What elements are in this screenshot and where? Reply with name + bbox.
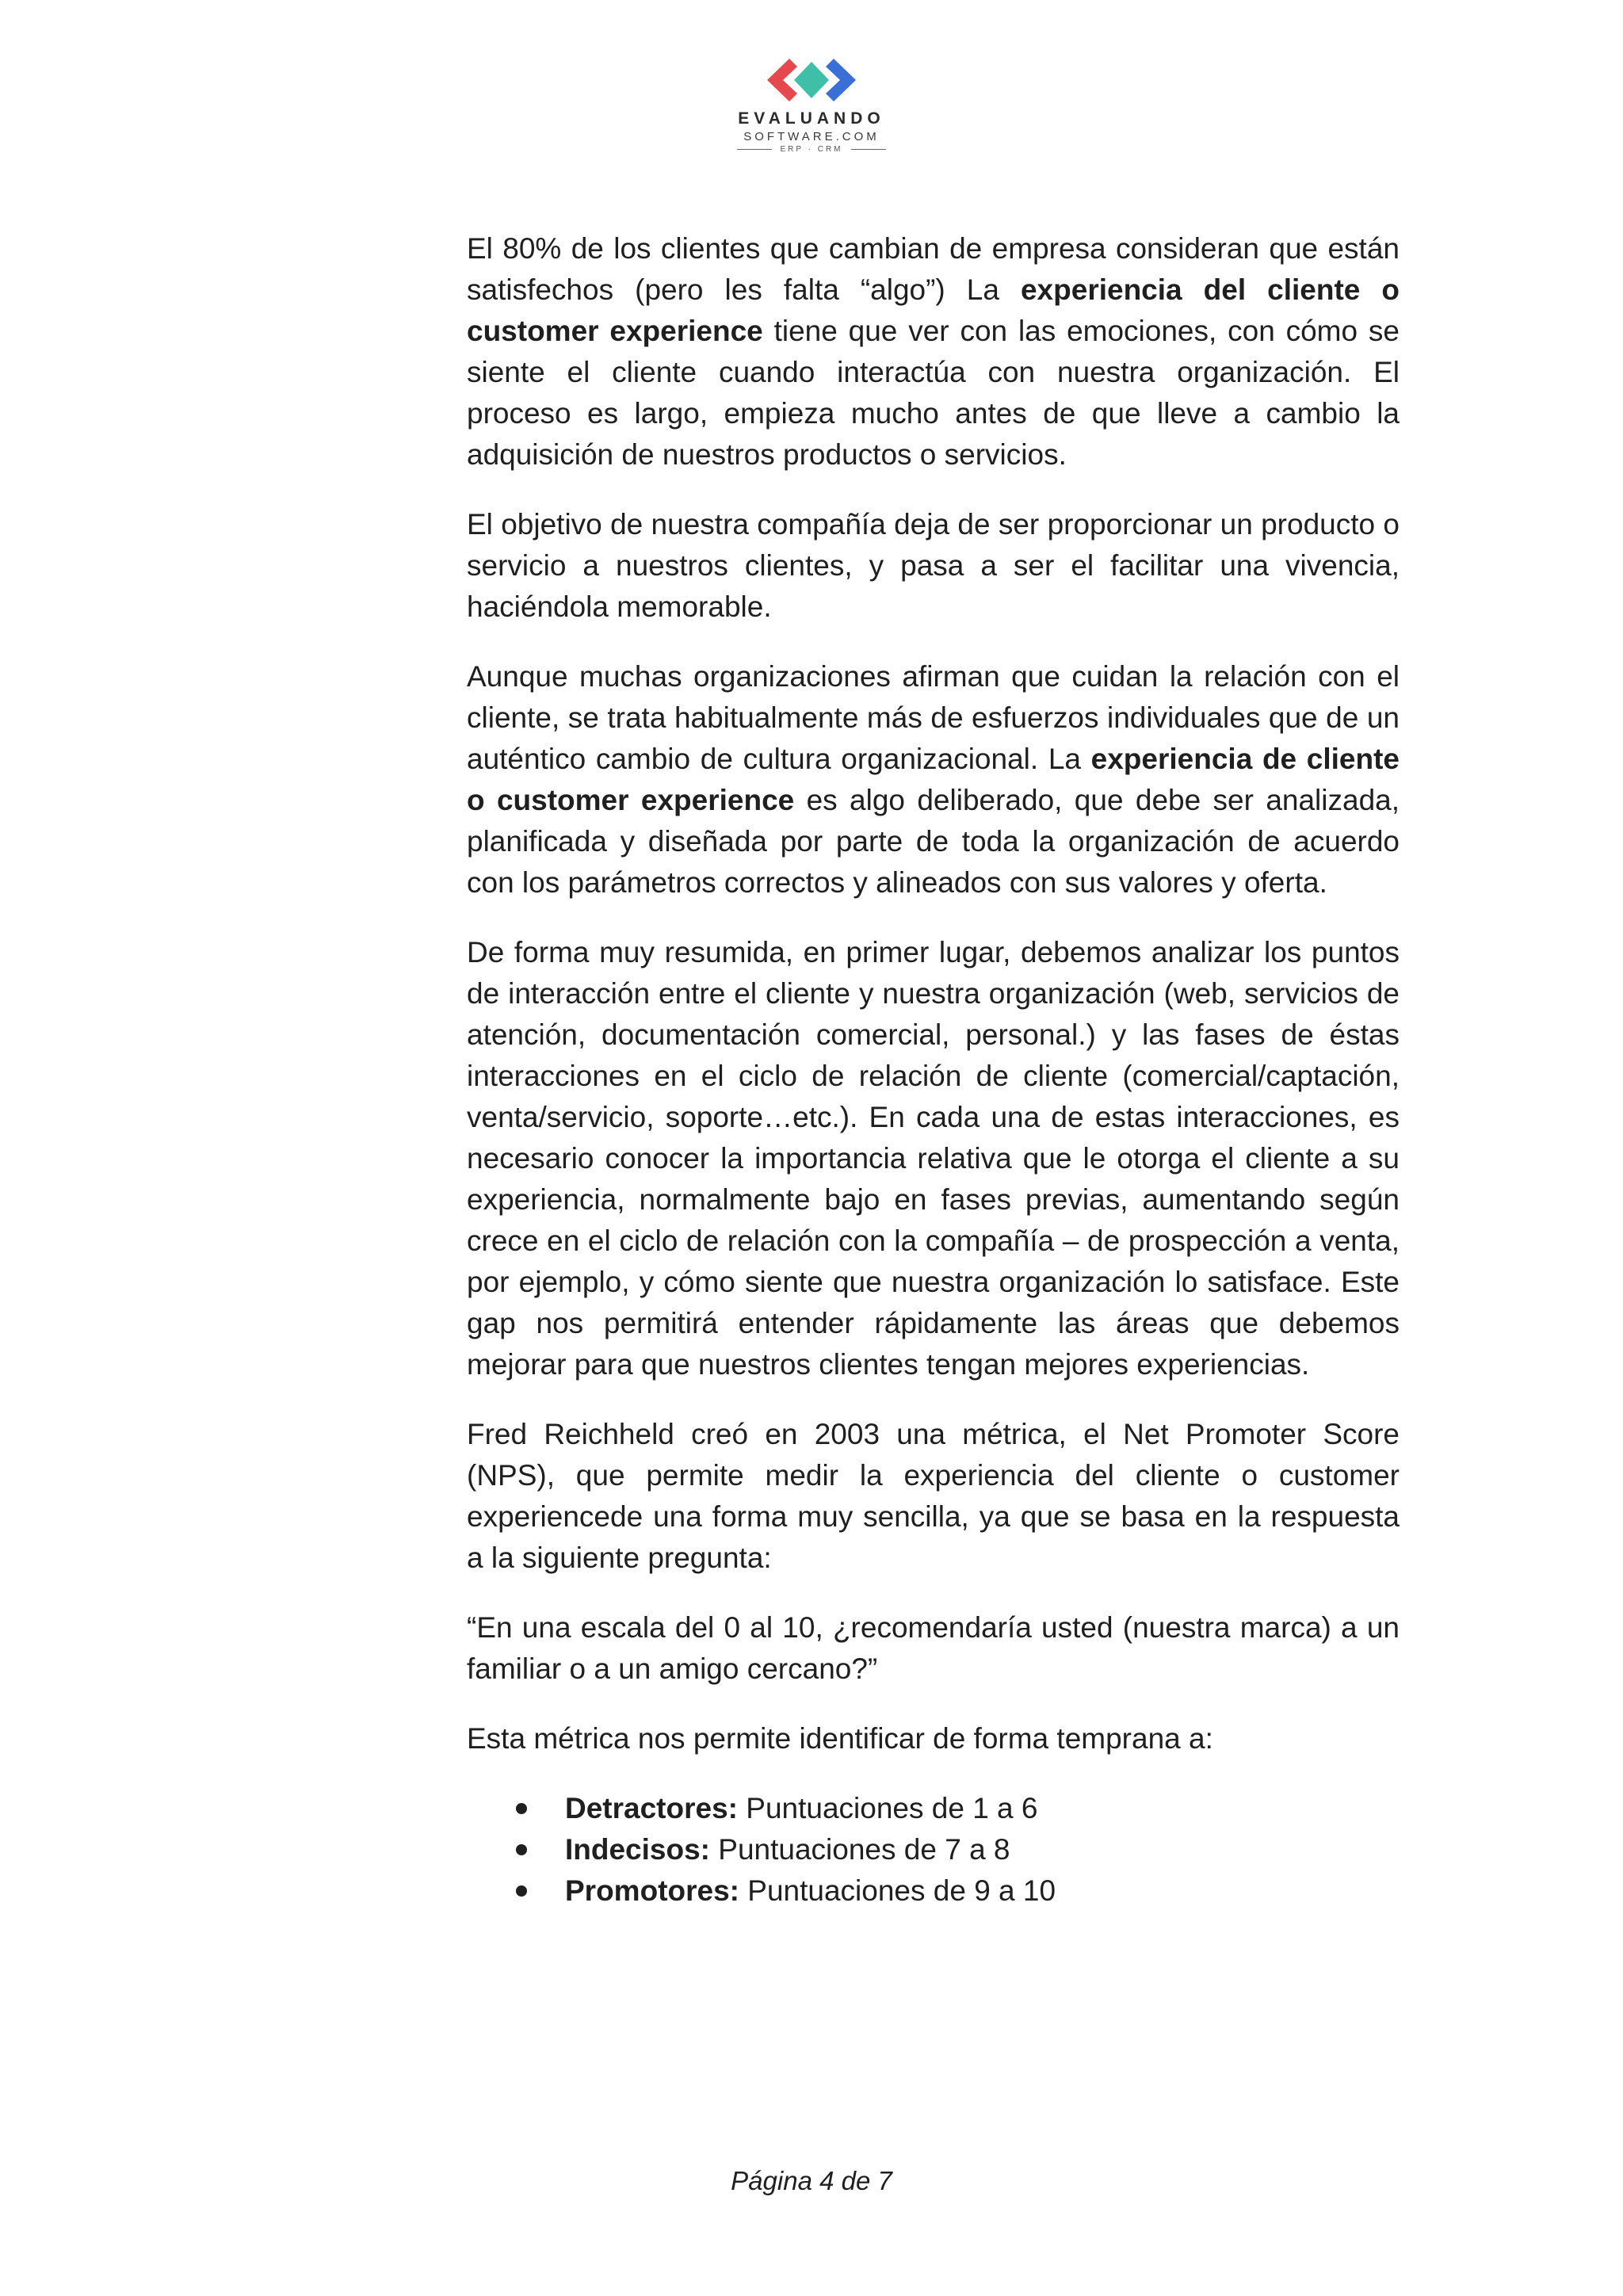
body-paragraph xyxy=(467,1414,1400,1579)
paragraph-text: “En una escala del 0 al 10, ¿recomendaría usted (nuestra marca) a un familiar o a un amigo cercano?” xyxy=(467,1611,1400,1685)
logo-brand-text: EVALUANDO xyxy=(738,109,885,128)
bullet-dot-icon xyxy=(516,1803,527,1814)
evaluando-logo-icon xyxy=(762,55,861,105)
emphasis-text: experiencia del cliente o customer experience xyxy=(467,273,1400,347)
logo-subtitle-text: ERP · CRM xyxy=(780,145,843,154)
bullet-text: Puntuaciones de 7 a 8 xyxy=(710,1833,1010,1866)
bullet-label: Indecisos: xyxy=(565,1833,710,1866)
paragraph-text: Aunque muchas organizaciones afirman que cuidan la relación con el cliente, se trata habitualmente más de esfuerzos individuales que de un auténtico cambio de cultura organizacional. La xyxy=(467,660,1400,775)
bullet-text: Puntuaciones de 1 a 6 xyxy=(737,1792,1038,1824)
bullet-item xyxy=(516,1870,1400,1912)
logo-rule-right xyxy=(851,149,886,150)
company-logo xyxy=(732,55,891,154)
paragraph-text: tiene que ver con las emociones, con cómo se siente el cliente cuando interactúa con nuestra organización. El proceso es largo, empieza mucho antes de que lleve a cambio la adquisición de nuestros productos o servicios. xyxy=(467,315,1400,471)
bullet-item xyxy=(516,1788,1400,1829)
body-paragraph xyxy=(467,504,1400,628)
paragraph-text: Fred Reichheld creó en 2003 una métrica, el Net Promoter Score (NPS), que permite medir la experiencia del cliente o customer experiencede una forma muy sencilla, ya que se basa en la respuesta a la siguiente pregunta: xyxy=(467,1418,1400,1574)
logo-site-text: SOFTWARE.COM xyxy=(743,130,880,143)
bullet-dot-icon xyxy=(516,1885,527,1897)
logo-subtitle xyxy=(732,145,891,154)
body-paragraph xyxy=(467,228,1400,476)
paragraph-text: Esta métrica nos permite identificar de forma temprana a: xyxy=(467,1722,1213,1755)
paragraph-text: De forma muy resumida, en primer lugar, debemos analizar los puntos de interacción entre el cliente y nuestra organización (web, servicios de atención, documentación comercial, personal.) y las fases de éstas interacciones en el ciclo de relación de cliente (comercial/captación, venta/servicio, soporte…etc.). En cada una de estas interacciones, es necesario conocer la importancia relativa que le otorga el cliente a su experiencia, normalmente bajo en fases previas, aumentando según crece en el ciclo de relación con la compañía – de prospección a venta, por ejemplo, y cómo siente que nuestra organización lo satisface. Este gap nos permitirá entender rápidamente las áreas que debemos mejorar para que nuestros clientes tengan mejores experiencias. xyxy=(467,936,1400,1381)
bullet-dot-icon xyxy=(516,1844,527,1855)
logo-rule-left xyxy=(737,149,772,150)
body-paragraph xyxy=(467,1607,1400,1690)
paragraph-list xyxy=(467,228,1400,1759)
body-paragraph xyxy=(467,1718,1400,1759)
bullet-label: Promotores: xyxy=(565,1874,739,1907)
paragraph-text: es algo deliberado, que debe ser analizada, planificada y diseñada por parte de toda la organización de acuerdo con los parámetros correctos y alineados con sus valores y oferta. xyxy=(467,784,1400,899)
nps-category-list xyxy=(467,1788,1400,1912)
body-paragraph xyxy=(467,932,1400,1385)
document-body xyxy=(467,228,1400,1912)
paragraph-text: El objetivo de nuestra compañía deja de ser proporcionar un producto o servicio a nuestros clientes, y pasa a ser el facilitar una vivencia, haciéndola memorable. xyxy=(467,508,1400,623)
paragraph-text: El 80% de los clientes que cambian de empresa consideran que están satisfechos (pero les falta “algo”) La xyxy=(467,232,1400,306)
bullet-text: Puntuaciones de 9 a 10 xyxy=(739,1874,1056,1907)
emphasis-text: experiencia de cliente o customer experience xyxy=(467,743,1400,816)
bullet-item xyxy=(516,1829,1400,1870)
body-paragraph xyxy=(467,656,1400,904)
bullet-label: Detractores: xyxy=(565,1792,738,1824)
page-number: Página 4 de 7 xyxy=(731,2166,892,2195)
